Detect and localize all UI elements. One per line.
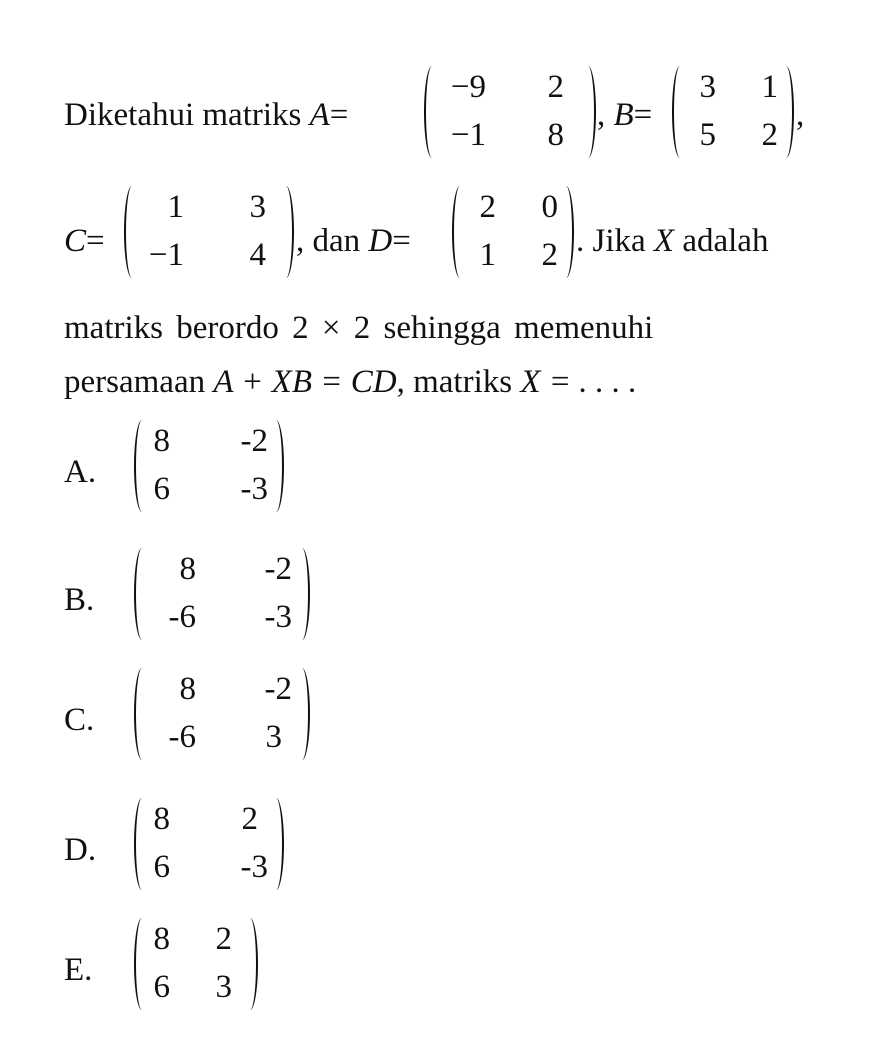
option-label: A. [64,454,97,490]
comma: , [796,97,805,133]
matrix-d [452,186,574,278]
equals-sign: = [392,223,411,259]
matrix-cell: 8 [179,671,196,707]
matrix-a [424,66,596,158]
matrix-c-cell: −1 [148,237,184,273]
matrix-cell: -2 [264,551,292,587]
matrix-d-cell: 0 [541,189,558,225]
matrix-cell: 3 [215,969,232,1005]
matrix-c-cell: 1 [167,189,184,225]
matrix-a-cell: −1 [450,117,486,153]
equation: A + XB = CD [213,364,397,400]
matrix-cell: 8 [179,551,196,587]
var-c: C [64,223,87,259]
option-label: C. [64,702,95,738]
question-line-1b [597,99,652,132]
question-line-1 [64,99,348,132]
matrix-cell: 8 [153,921,170,957]
matrix-cell: 6 [153,969,170,1005]
question-line-2 [64,225,105,258]
matrix-cell: -3 [264,599,292,635]
matrix-d-cell: 2 [541,237,558,273]
question-line-4 [64,366,637,399]
matrix-cell: -3 [240,471,268,507]
matrix-cell: -3 [240,849,268,885]
matrix-c [124,186,294,278]
matrix-cell: -2 [240,423,268,459]
question-line-3 [64,312,653,345]
matrix-cell: -6 [168,719,196,755]
matrix-a-cell: 8 [547,117,564,153]
option-c-matrix [134,668,310,760]
matrix-d-cell: 1 [479,237,496,273]
matrix-cell: 2 [215,921,232,957]
persamaan-text: persamaan [64,364,206,400]
matrix-cell: 6 [153,471,170,507]
matrix-b-cell: 5 [699,117,716,153]
var-d: D [368,223,393,259]
matrix-c-cell: 4 [249,237,266,273]
var-a: A [309,97,330,133]
order-text: matriks berordo 2 × 2 sehingga memenuhi [64,310,654,346]
matrix-cell: 2 [241,801,258,837]
question-line-2b [296,225,411,258]
jika-text: . Jika [576,223,646,259]
var-x: X [653,223,675,259]
matrix-cell: 8 [153,423,170,459]
matrix-cell: -2 [264,671,292,707]
adalah-text: adalah [682,223,769,259]
option-label: D. [64,832,97,868]
matrix-a-cell: 2 [547,69,564,105]
matrix-c-cell: 3 [249,189,266,225]
comma: , [597,97,606,133]
dan-text: , dan [296,223,361,259]
matrix-b-cell: 1 [761,69,778,105]
matrix-b-cell: 3 [699,69,716,105]
question-line-2c [576,225,768,258]
equals-sign: = [329,97,349,133]
option-d-matrix [134,798,284,890]
matrix-b [672,66,794,158]
option-label: E. [64,952,93,988]
option-b-matrix [134,548,310,640]
matrix-cell: 3 [265,719,282,755]
matriks-text: , matriks [396,364,513,400]
var-b: B [613,97,634,133]
option-label: B. [64,582,95,618]
matrix-cell: 6 [153,849,170,885]
question-line-1c [796,99,804,132]
option-a-matrix [134,420,284,512]
matrix-a-cell: −9 [450,69,486,105]
matrix-b-cell: 2 [761,117,778,153]
equals-sign: = [86,223,105,259]
equals-sign: = [633,97,653,133]
intro-text: Diketahui matriks [64,97,302,133]
matrix-cell: 8 [153,801,170,837]
option-e-matrix [134,918,258,1010]
matrix-d-cell: 2 [479,189,496,225]
x-equals-blank: X = . . . . [520,364,638,400]
matrix-cell: -6 [168,599,196,635]
